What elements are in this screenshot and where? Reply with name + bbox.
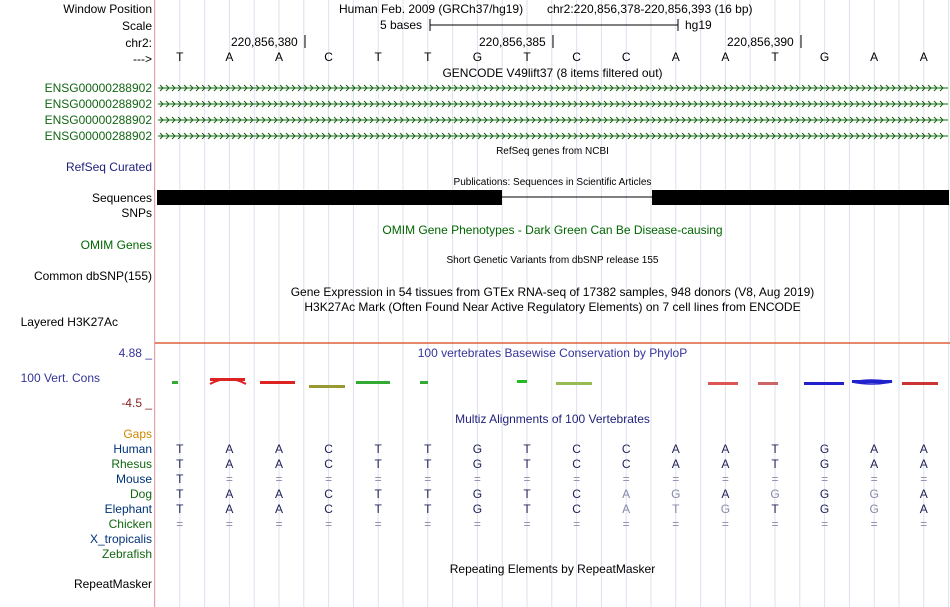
alignment-base: A bbox=[919, 442, 928, 456]
dbsnp-label[interactable]: Common dbSNP(155) bbox=[33, 269, 152, 283]
alignment-base: A bbox=[274, 487, 283, 501]
alignment-base: T bbox=[176, 502, 184, 516]
phylop-bar bbox=[356, 381, 390, 384]
alignment-base: = bbox=[672, 517, 680, 531]
alignment-base: T bbox=[672, 502, 680, 516]
species-label[interactable]: X_tropicalis bbox=[89, 532, 152, 546]
h3k27ac-label[interactable]: Layered H3K27Ac bbox=[20, 315, 118, 329]
dbsnp-title: Short Genetic Variants from dbSNP release 155 bbox=[446, 255, 659, 266]
phylop-bar bbox=[172, 381, 178, 384]
alignment-base: T bbox=[771, 502, 779, 516]
alignment-base: T bbox=[374, 502, 382, 516]
phylop-title: 100 vertebrates Basewise Conservation by PhyloP bbox=[417, 346, 688, 360]
alignment-base: G bbox=[819, 502, 830, 516]
alignment-base: T bbox=[424, 442, 432, 456]
publication-block bbox=[652, 190, 949, 205]
repeat-title: Repeating Elements by RepeatMasker bbox=[449, 562, 656, 576]
gencode-item-label[interactable]: ENSG00000288902 bbox=[44, 81, 152, 95]
alignment-base: G bbox=[472, 442, 483, 456]
alignment-base: G bbox=[472, 457, 483, 471]
alignment-base: = bbox=[473, 517, 481, 531]
species-label[interactable]: Elephant bbox=[104, 502, 152, 516]
base-letter: A bbox=[721, 50, 730, 64]
alignment-base: = bbox=[920, 472, 928, 486]
alignment-base: A bbox=[870, 442, 879, 456]
snps-label[interactable]: SNPs bbox=[121, 206, 152, 220]
phylop-min-label: -4.5 _ bbox=[121, 396, 152, 410]
alignment-base: G bbox=[720, 502, 731, 516]
alignment-base: = bbox=[424, 517, 432, 531]
alignment-base: T bbox=[374, 442, 382, 456]
gaps-label[interactable]: Gaps bbox=[123, 427, 152, 441]
phylop-bar bbox=[758, 382, 778, 385]
alignment-base: = bbox=[325, 517, 333, 531]
alignment-base: C bbox=[572, 442, 581, 456]
alignment-base: A bbox=[671, 457, 680, 471]
alignment-base: T bbox=[424, 487, 432, 501]
alignment-base: T bbox=[523, 442, 531, 456]
alignment-base: G bbox=[472, 502, 483, 516]
alignment-base: = bbox=[721, 517, 729, 531]
phylop-bar bbox=[309, 385, 345, 388]
alignment-base: = bbox=[573, 472, 581, 486]
alignment-base: A bbox=[225, 502, 234, 516]
base-letter: A bbox=[671, 50, 680, 64]
alignment-base: C bbox=[324, 442, 333, 456]
position-text: chr2:220,856,378-220,856,393 (16 bp) bbox=[547, 2, 753, 16]
alignment-base: = bbox=[473, 472, 481, 486]
phylop-bar bbox=[517, 380, 527, 383]
alignment-base: T bbox=[523, 487, 531, 501]
coord-3: 220,856,390 bbox=[727, 35, 794, 49]
alignment-base: T bbox=[523, 502, 531, 516]
alignment-base: T bbox=[523, 457, 531, 471]
alignment-base: T bbox=[771, 457, 779, 471]
alignment-base: T bbox=[176, 487, 184, 501]
alignment-base: = bbox=[721, 472, 729, 486]
base-letter: G bbox=[472, 50, 483, 64]
omim-label[interactable]: OMIM Genes bbox=[80, 238, 152, 252]
refseq-title: RefSeq genes from NCBI bbox=[496, 146, 609, 157]
alignment-base: = bbox=[870, 472, 878, 486]
species-label[interactable]: Dog bbox=[129, 487, 152, 501]
alignment-base: A bbox=[622, 502, 631, 516]
base-letter: A bbox=[870, 50, 879, 64]
phylop-bar bbox=[902, 382, 938, 385]
phylop-bar bbox=[420, 381, 428, 384]
base-letter: A bbox=[274, 50, 283, 64]
alignment-base: = bbox=[275, 517, 283, 531]
alignment-base: = bbox=[622, 517, 630, 531]
coord-1: 220,856,380 bbox=[231, 35, 298, 49]
alignment-base: = bbox=[374, 472, 382, 486]
alignment-base: = bbox=[275, 472, 283, 486]
alignment-base: T bbox=[176, 442, 184, 456]
base-letter: T bbox=[771, 50, 779, 64]
alignment-base: G bbox=[869, 502, 879, 516]
alignment-base: T bbox=[374, 457, 382, 471]
alignment-base: G bbox=[869, 487, 879, 501]
phylop-max-label: 4.88 _ bbox=[118, 346, 152, 360]
base-letter: T bbox=[374, 50, 382, 64]
alignment-base: C bbox=[324, 487, 333, 501]
strand-label: ---> bbox=[133, 52, 152, 66]
alignment-base: T bbox=[771, 442, 779, 456]
alignment-base: G bbox=[819, 457, 830, 471]
alignment-base: = bbox=[672, 472, 680, 486]
gencode-title: GENCODE V49lift37 (8 items filtered out) bbox=[442, 66, 663, 80]
alignment-base: A bbox=[225, 457, 234, 471]
refseq-label[interactable]: RefSeq Curated bbox=[65, 160, 152, 174]
publication-block bbox=[157, 190, 502, 205]
alignment-base: = bbox=[176, 517, 184, 531]
alignment-base: A bbox=[622, 487, 631, 501]
alignment-base: G bbox=[671, 487, 681, 501]
phylop-bar bbox=[260, 381, 295, 384]
alignment-base: G bbox=[819, 442, 830, 456]
alignment-base: = bbox=[920, 517, 928, 531]
alignment-base: = bbox=[622, 472, 630, 486]
base-letter: T bbox=[424, 50, 432, 64]
alignment-base: = bbox=[771, 472, 779, 486]
pubs-title: Publications: Sequences in Scientific Articles bbox=[453, 177, 652, 188]
omim-title: OMIM Gene Phenotypes - Dark Green Can Be Disease-causing bbox=[382, 223, 723, 237]
alignment-base: T bbox=[176, 457, 184, 471]
alignment-base: = bbox=[225, 472, 233, 486]
chrom-label: chr2: bbox=[125, 36, 152, 50]
alignment-base: C bbox=[572, 487, 581, 501]
alignment-base: A bbox=[721, 442, 730, 456]
base-letter: A bbox=[919, 50, 928, 64]
phylop-label[interactable]: 100 Vert. Cons bbox=[20, 371, 100, 385]
species-label[interactable]: Human bbox=[113, 442, 152, 456]
alignment-base: = bbox=[821, 517, 829, 531]
alignment-base: = bbox=[523, 472, 531, 486]
alignment-base: C bbox=[621, 442, 631, 456]
gtex-title: Gene Expression in 54 tissues from GTEx RNA-seq of 17382 samples, 948 donors (V8, Aug 2019) bbox=[290, 285, 815, 299]
alignment-base: A bbox=[274, 502, 283, 516]
gencode-item-label[interactable]: ENSG00000288902 bbox=[44, 97, 152, 111]
alignment-base: C bbox=[621, 457, 631, 471]
scale-label: Scale bbox=[121, 19, 152, 33]
base-letter: C bbox=[572, 50, 581, 64]
alignment-base: A bbox=[671, 442, 680, 456]
alignment-base: = bbox=[821, 472, 829, 486]
phylop-bar bbox=[708, 382, 738, 385]
base-letter: G bbox=[819, 50, 830, 64]
alignment-base: C bbox=[572, 457, 581, 471]
base-letter: C bbox=[621, 50, 631, 64]
base-letter: T bbox=[523, 50, 531, 64]
alignment-base: = bbox=[523, 517, 531, 531]
species-label[interactable]: Rhesus bbox=[111, 457, 152, 471]
phylop-bar bbox=[556, 382, 592, 385]
alignment-base: = bbox=[573, 517, 581, 531]
base-letter: C bbox=[324, 50, 333, 64]
base-letter: T bbox=[176, 50, 184, 64]
alignment-base: = bbox=[374, 517, 382, 531]
alignment-base: = bbox=[771, 517, 779, 531]
alignment-base: T bbox=[374, 487, 382, 501]
alignment-base: = bbox=[870, 517, 878, 531]
alignment-base: A bbox=[919, 502, 928, 516]
gencode-item-label[interactable]: ENSG00000288902 bbox=[44, 129, 152, 143]
base-letter: A bbox=[225, 50, 234, 64]
phylop-bar bbox=[804, 382, 844, 385]
coord-2: 220,856,385 bbox=[479, 35, 546, 49]
window-position-label: Window Position bbox=[63, 2, 152, 16]
alignment-base: = bbox=[325, 472, 333, 486]
alignment-base: C bbox=[324, 502, 333, 516]
scale-text: 5 bases bbox=[380, 18, 423, 32]
alignment-base: A bbox=[721, 487, 730, 501]
species-label[interactable]: Chicken bbox=[108, 517, 152, 531]
alignment-base: G bbox=[819, 487, 830, 501]
sequences-label[interactable]: Sequences bbox=[91, 191, 152, 205]
species-label[interactable]: Zebrafish bbox=[101, 547, 152, 561]
alignment-base: T bbox=[424, 457, 432, 471]
alignment-base: A bbox=[225, 487, 234, 501]
alignment-base: = bbox=[225, 517, 233, 531]
alignment-base: C bbox=[572, 502, 581, 516]
alignment-base: A bbox=[919, 487, 928, 501]
assembly-text: Human Feb. 2009 (GRCh37/hg19) bbox=[339, 2, 524, 16]
alignment-base: A bbox=[919, 457, 928, 471]
gencode-item-label[interactable]: ENSG00000288902 bbox=[44, 113, 152, 127]
alignment-base: A bbox=[274, 442, 283, 456]
alignment-base: G bbox=[472, 487, 483, 501]
alignment-base: A bbox=[274, 457, 283, 471]
alignment-base: G bbox=[770, 487, 780, 501]
multiz-title: Multiz Alignments of 100 Vertebrates bbox=[455, 412, 650, 426]
alignment-base: = bbox=[424, 472, 432, 486]
species-label[interactable]: Mouse bbox=[115, 472, 152, 486]
repeat-label[interactable]: RepeatMasker bbox=[73, 577, 152, 591]
alignment-base: C bbox=[324, 457, 333, 471]
alignment-base: A bbox=[721, 457, 730, 471]
alignment-base: T bbox=[176, 472, 184, 486]
scale-db: hg19 bbox=[685, 18, 712, 32]
h3k27ac-title: H3K27Ac Mark (Often Found Near Active Regulatory Elements) on 7 cell lines from ENCODE bbox=[304, 300, 801, 314]
alignment-base: T bbox=[424, 502, 432, 516]
alignment-base: A bbox=[870, 457, 879, 471]
alignment-base: A bbox=[225, 442, 234, 456]
